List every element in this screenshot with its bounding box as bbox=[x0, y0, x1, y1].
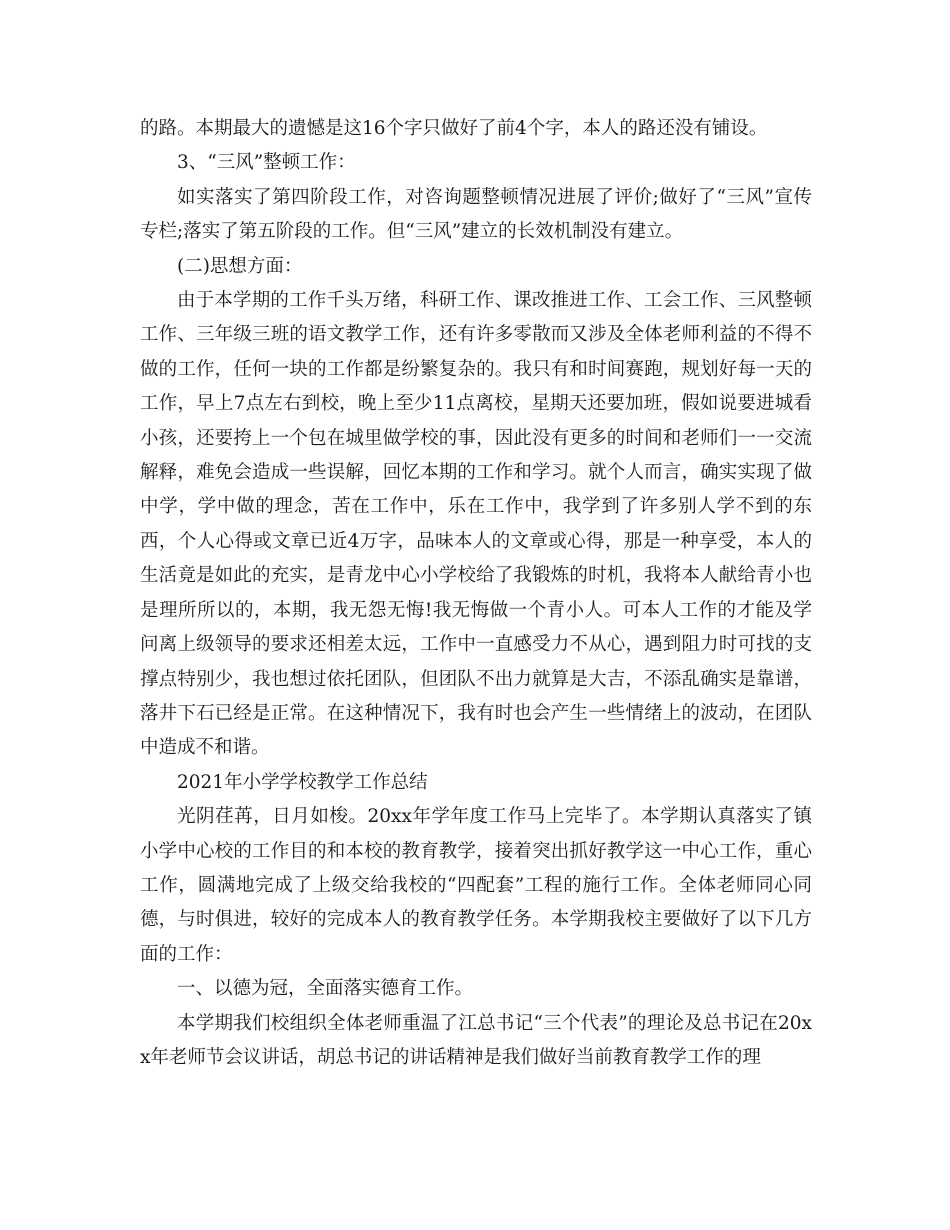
paragraph-9: 本学期我们校组织全体老师重温了江总书记“三个代表”的理论及总书记在20xx年老师节会议讲话，胡总书记的讲话精神是我们做好当前教育教学工作的理 bbox=[140, 1012, 812, 1068]
section-heading-thought: (二)思想方面： bbox=[177, 255, 303, 277]
section-heading-three-styles: 3、“三风”整顿工作： bbox=[177, 152, 356, 174]
paragraph-5: 由于本学期的工作千头万绪，科研工作、课改推进工作、工会工作、三风整顿工作、三年级三班的语文教学工作，还有许多零散而又涉及全体老师利益的不得不做的工作，任何一块的工作都是纷繁复杂的。我只有和时间赛跑，规划好每一天的工作，早上7点左右到校，晚上至少11点离校，星期天还要加班，假如说要进城看小孩，还要挎上一个包在城里做学校的事，因此没有更多的时间和老师们一一交流解释，难免会造成一些误解，回忆本期的工作和学习。就个人而言，确实实现了做中学，学中做的理念，苦在工作中，乐在工作中，我学到了许多别人学不到的东西，个人心得或文章已近4万字，品味本人的文章或心得，那是一种享受，本人的生活竟是如此的充实，是青龙中心小学校给了我锻炼的时机，我将本人献给青小也是理所所以的，本期，我无怨无悔!我无悔做一个青小人。可本人工作的才能及学问离上级领导的要求还相差太远，工作中一直感受力不从心，遇到阻力时可找的支撑点特别少，我也想过依托团队，但团队不出力就算是大吉，不添乱确实是靠谱，落井下石已经是正常。在这种情况下，我有时也会产生一些情绪上的波动，在团队中造成不和谐。 bbox=[140, 290, 812, 759]
document-body bbox=[140, 112, 812, 1075]
paragraph-7: 光阴荏苒，日月如梭。20xx年学年度工作马上完毕了。本学期认真落实了镇小学中心校的工作目的和本校的教育教学，接着突出抓好教学这一中心工作，重心工作，圆满地完成了上级交给我校的“四配套”工程的施行工作。全体老师同心同德，与时俱进，较好的完成本人的教育教学任务。本学期我校主要做好了以下几方面的工作： bbox=[140, 806, 812, 965]
section-heading-moral-education: 一、以德为冠，全面落实德育工作。 bbox=[177, 978, 474, 1000]
paragraph-3: 如实落实了第四阶段工作，对咨询题整顿情况进展了评价;做好了“三风”宣传专栏;落实了第五阶段的工作。但“三风”建立的长效机制没有建立。 bbox=[140, 186, 812, 243]
document-title: 2021年小学学校教学工作总结 bbox=[177, 771, 428, 793]
paragraph-1: 的路。本期最大的遗憾是这16个字只做好了前4个字，本人的路还没有铺设。 bbox=[140, 118, 768, 139]
